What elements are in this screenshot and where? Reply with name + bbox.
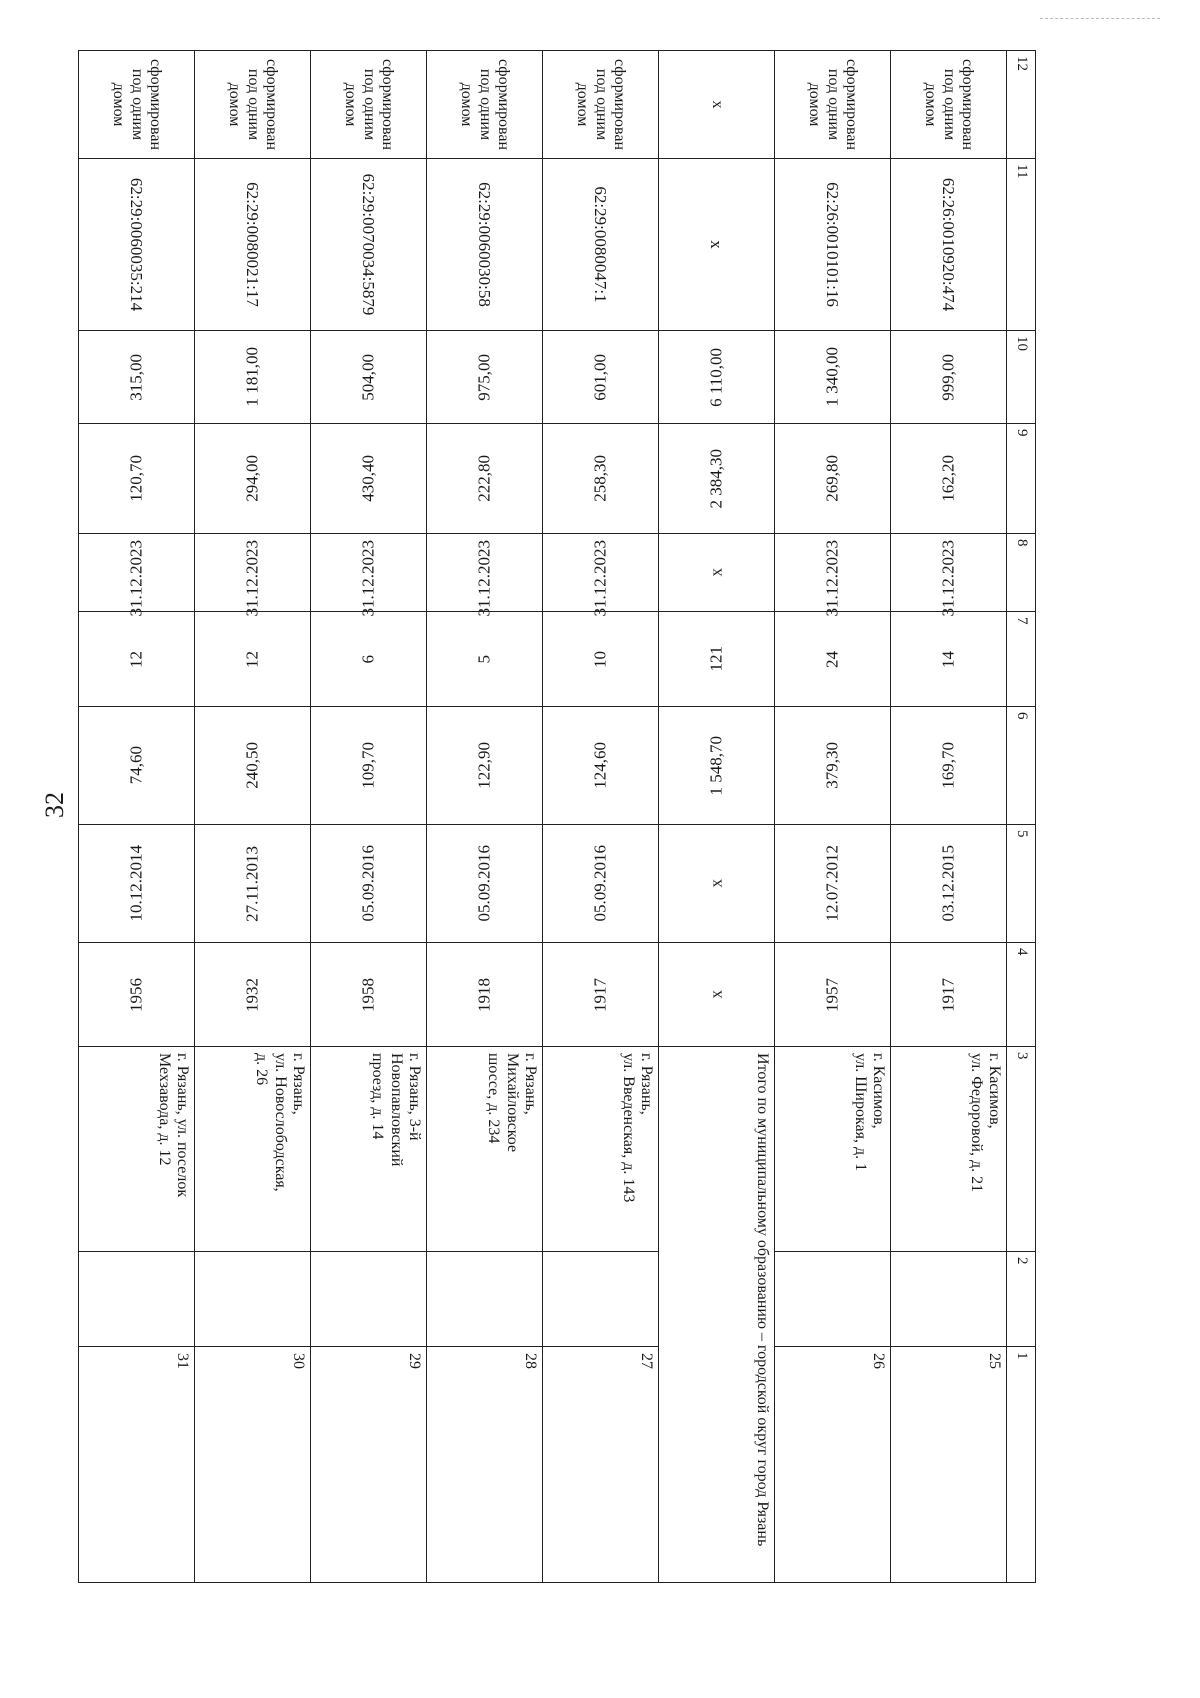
header-row	[1007, 51, 1036, 1583]
col8-cell-text: 31.12.2023	[822, 540, 842, 617]
col8-cell-text: 31.12.2023	[242, 540, 262, 617]
col4-cell	[79, 943, 195, 1047]
address-cell: г. Рязань, ул. Новослободская, д. 26	[195, 1047, 311, 1252]
address-cell: г. Рязань, 3-й Новопавловский проезд, д. 14	[311, 1047, 427, 1252]
col10-cell	[195, 331, 311, 424]
col2-cell	[891, 1252, 1007, 1347]
col10-cell	[891, 331, 1007, 424]
col2-cell	[311, 1252, 427, 1347]
col8-cell	[79, 534, 195, 617]
col4-cell-text: 1958	[358, 977, 378, 1012]
col5-cell	[427, 825, 543, 943]
col8-cell-text: 31.12.2023	[474, 540, 494, 617]
col7-cell-text: 6	[358, 654, 378, 664]
col10-cell-text: 1 340,00	[822, 347, 842, 407]
col7-cell-text: 14	[938, 650, 958, 668]
col6-cell-text: 379,30	[822, 742, 842, 789]
col5-cell-text: 10.12.2014	[126, 845, 146, 922]
col4-cell-text: 1917	[938, 977, 958, 1012]
col9-cell	[775, 424, 891, 534]
table-container	[110, 50, 1036, 1582]
col9-cell	[311, 424, 427, 534]
col7-cell	[543, 612, 659, 707]
table-row	[775, 51, 891, 1583]
col7-cell	[195, 612, 311, 707]
col-header: 5	[1007, 825, 1036, 943]
col4-cell-text: 1957	[822, 977, 842, 1012]
land-note-cell: сформирован под одним домом	[79, 51, 195, 159]
cadastral-number-cell: 62:29:0060035:214	[79, 159, 195, 331]
col9-cell-text: 269,80	[822, 455, 842, 502]
col8-cell-text: 31.12.2023	[590, 540, 610, 617]
col-header: 7	[1007, 612, 1036, 707]
col5-cell	[79, 825, 195, 943]
col5-cell	[891, 825, 1007, 943]
col5-cell	[311, 825, 427, 943]
col8-cell	[195, 534, 311, 617]
col-header: 11	[1007, 159, 1036, 331]
col8-cell	[775, 534, 891, 617]
col2-cell	[79, 1252, 195, 1347]
col9-cell-text: 162,20	[938, 455, 958, 502]
col-header: 9	[1007, 424, 1036, 534]
col7-cell	[311, 612, 427, 707]
col-header: 8	[1007, 534, 1036, 612]
land-note-cell: сформирован под одним домом	[195, 51, 311, 159]
cadastral-number-cell: х	[659, 159, 775, 331]
col10-cell-text: 1 181,00	[242, 347, 262, 407]
total-label-cell: Итого по муниципальному образованию – городской округ город Рязань	[659, 1047, 775, 1583]
col-header: 2	[1007, 1252, 1036, 1347]
table-row	[543, 51, 659, 1583]
col7-cell-text: 121	[706, 646, 726, 672]
cadastral-number-cell: 62:29:0080047:1	[543, 159, 659, 331]
col6-cell-text: 1 548,70	[706, 735, 726, 796]
land-note-cell: сформирован под одним домом	[543, 51, 659, 159]
cadastral-number-cell: 62:29:0070034:5879	[311, 159, 427, 331]
col10-cell-text: 315,00	[126, 353, 146, 401]
col6-cell-text: 240,50	[242, 742, 262, 789]
col6-cell	[311, 707, 427, 825]
col5-cell-text: 05.09.2016	[590, 845, 610, 922]
col10-cell	[659, 331, 775, 424]
col9-cell-text: 222,80	[474, 455, 494, 502]
col6-cell	[79, 707, 195, 825]
col4-cell-text: 1932	[242, 977, 262, 1012]
col9-cell	[79, 424, 195, 534]
col5-cell-text: х	[706, 879, 726, 888]
table-row	[195, 51, 311, 1583]
col7-cell	[659, 612, 775, 707]
col10-cell-text: 504,00	[358, 353, 378, 401]
col9-cell-text: 430,40	[358, 455, 378, 502]
col5-cell	[659, 825, 775, 943]
row-number-cell: 26	[775, 1347, 891, 1583]
col7-cell	[775, 612, 891, 707]
col6-cell-text: 169,70	[938, 742, 958, 789]
col5-cell	[543, 825, 659, 943]
rotated-table	[110, 50, 1036, 1582]
address-cell: г. Рязань, ул. поселок Мехзавода, д. 12	[79, 1047, 195, 1252]
land-note-cell: сформирован под одним домом	[427, 51, 543, 159]
col6-cell	[195, 707, 311, 825]
land-note-cell: х	[659, 51, 775, 159]
table-row	[891, 51, 1007, 1583]
col9-cell-text: 294,00	[242, 455, 262, 502]
cadastral-number-cell: 62:26:0010920:474	[891, 159, 1007, 331]
table-row	[79, 51, 195, 1583]
col5-cell	[775, 825, 891, 943]
col8-cell-text: х	[706, 568, 726, 577]
col8-cell	[311, 534, 427, 617]
col8-cell	[659, 534, 775, 612]
land-note-cell: сформирован под одним домом	[775, 51, 891, 159]
col4-cell	[775, 943, 891, 1047]
col5-cell-text: 05.09.2016	[474, 845, 494, 922]
col-header: 1	[1007, 1347, 1036, 1583]
page-number: 32	[40, 792, 69, 818]
col10-cell-text: 6 110,00	[706, 347, 726, 407]
col10-cell	[311, 331, 427, 424]
col10-cell-text: 601,00	[590, 353, 610, 401]
row-number-cell: 27	[543, 1347, 659, 1583]
cadastral-number-cell: 62:29:0060030:58	[427, 159, 543, 331]
col6-cell	[659, 707, 775, 825]
row-number-cell: 31	[79, 1347, 195, 1583]
cadastral-number-cell: 62:26:0010101:16	[775, 159, 891, 331]
col6-cell-text: 74,60	[126, 746, 146, 785]
col7-cell-text: 10	[590, 650, 610, 668]
col7-cell	[79, 612, 195, 707]
col8-cell-text: 31.12.2023	[126, 540, 146, 617]
col5-cell	[195, 825, 311, 943]
col7-cell	[891, 612, 1007, 707]
col9-cell	[659, 424, 775, 534]
col7-cell	[427, 612, 543, 707]
total-row	[659, 51, 775, 1583]
col5-cell-text: 27.11.2013	[242, 845, 262, 922]
col7-cell-text: 12	[242, 650, 262, 668]
col8-cell	[543, 534, 659, 617]
col10-cell	[427, 331, 543, 424]
col6-cell-text: 122,90	[474, 742, 494, 789]
col4-cell	[543, 943, 659, 1047]
row-number-cell: 30	[195, 1347, 311, 1583]
col6-cell	[427, 707, 543, 825]
col6-cell	[775, 707, 891, 825]
col-header: 6	[1007, 707, 1036, 825]
col4-cell	[891, 943, 1007, 1047]
col10-cell	[775, 331, 891, 424]
col6-cell-text: 124,60	[590, 742, 610, 789]
col5-cell-text: 03.12.2015	[938, 845, 958, 922]
col-header: 12	[1007, 51, 1036, 159]
col4-cell-text: 1917	[590, 977, 610, 1012]
col4-cell	[659, 943, 775, 1047]
col-header: 10	[1007, 331, 1036, 424]
table-row	[427, 51, 543, 1583]
col6-cell	[891, 707, 1007, 825]
col-header: 4	[1007, 943, 1036, 1047]
col7-cell-text: 5	[474, 654, 494, 664]
col2-cell	[427, 1252, 543, 1347]
col2-cell	[775, 1252, 891, 1347]
data-table	[78, 50, 1036, 1583]
col2-cell	[543, 1252, 659, 1347]
col10-cell	[543, 331, 659, 424]
address-cell: г. Касимов, ул. Широкая, д. 1	[775, 1047, 891, 1252]
row-number-cell: 25	[891, 1347, 1007, 1583]
address-cell: г. Рязань, ул. Введенская, д. 143	[543, 1047, 659, 1252]
col7-cell-text: 24	[822, 650, 842, 668]
col8-cell-text: 31.12.2023	[938, 540, 958, 617]
col6-cell-text: 109,70	[358, 742, 378, 789]
col9-cell	[427, 424, 543, 534]
land-note-cell: сформирован под одним домом	[891, 51, 1007, 159]
col4-cell	[427, 943, 543, 1047]
col4-cell-text: х	[706, 990, 726, 999]
col4-cell	[311, 943, 427, 1047]
col5-cell-text: 05.09.2016	[358, 845, 378, 922]
col9-cell	[195, 424, 311, 534]
col9-cell	[891, 424, 1007, 534]
col4-cell-text: 1956	[126, 977, 146, 1012]
col8-cell	[891, 534, 1007, 617]
col4-cell-text: 1918	[474, 977, 494, 1012]
col8-cell-text: 31.12.2023	[358, 540, 378, 617]
col7-cell-text: 12	[126, 650, 146, 668]
col5-cell-text: 12.07.2012	[822, 845, 842, 922]
row-number-cell: 28	[427, 1347, 543, 1583]
col2-cell	[195, 1252, 311, 1347]
col4-cell	[195, 943, 311, 1047]
row-number-cell: 29	[311, 1347, 427, 1583]
col-header: 3	[1007, 1047, 1036, 1252]
cadastral-number-cell: 62:29:0080021:17	[195, 159, 311, 331]
col9-cell-text: 2 384,30	[706, 448, 726, 509]
col9-cell	[543, 424, 659, 534]
col10-cell-text: 999,00	[938, 353, 958, 401]
table-row	[311, 51, 427, 1583]
col9-cell-text: 258,30	[590, 455, 610, 502]
address-cell: г. Рязань, Михайловское шоссе, д. 234	[427, 1047, 543, 1252]
col8-cell	[427, 534, 543, 617]
address-cell: г. Касимов, ул. Федоровой, д. 21	[891, 1047, 1007, 1252]
col10-cell-text: 975,00	[474, 353, 494, 401]
col6-cell	[543, 707, 659, 825]
land-note-cell: сформирован под одним домом	[311, 51, 427, 159]
col10-cell	[79, 331, 195, 424]
col9-cell-text: 120,70	[126, 455, 146, 502]
scan-artifact	[1040, 18, 1160, 19]
